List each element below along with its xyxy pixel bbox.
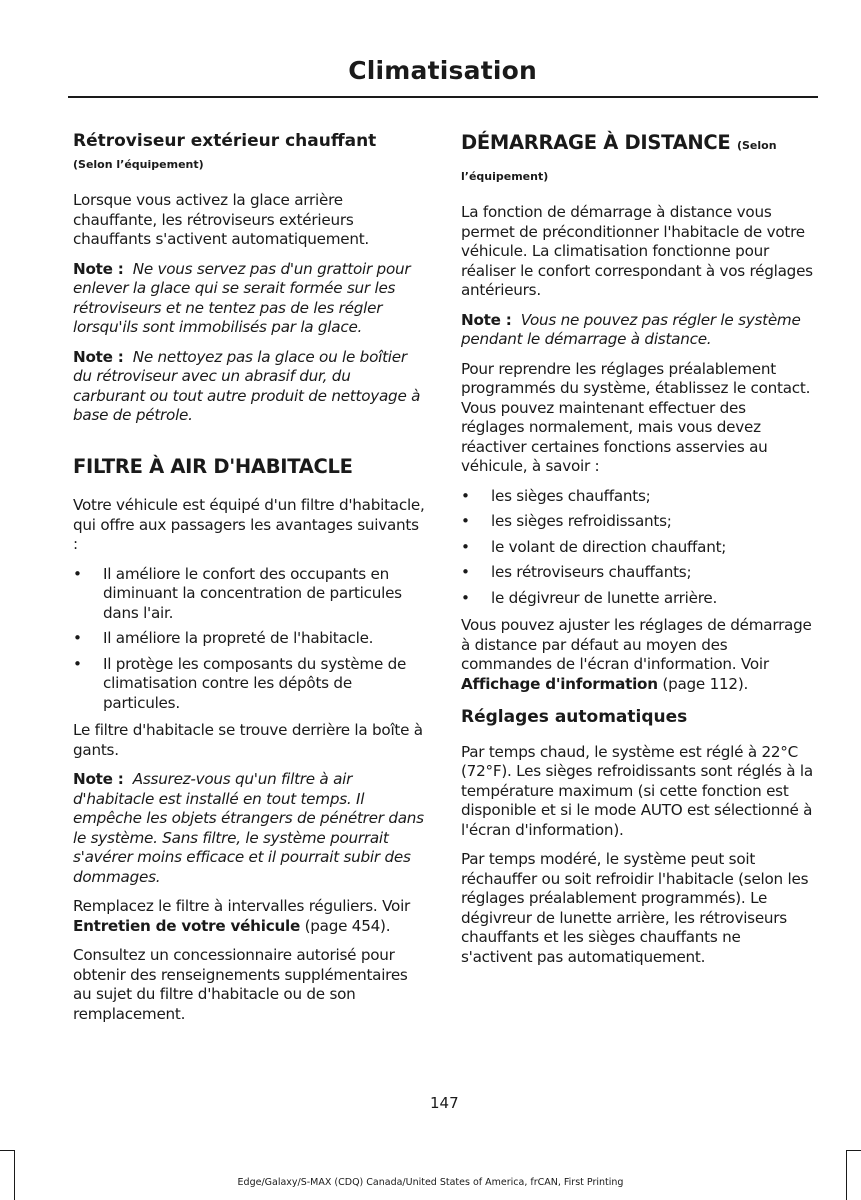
replace-text: Remplacez le filtre à intervalles réguliers. Voir	[73, 897, 411, 916]
list-item-text: le dégivreur de lunette arrière.	[491, 588, 718, 607]
list-item-text: Il améliore le confort des occupants en diminuant la concentration de particules dans l'air.	[103, 564, 402, 622]
note-label: Note :	[461, 310, 512, 329]
bullet-icon: •	[73, 629, 82, 648]
mirror-heading: Rétroviseur extérieur chauffant	[73, 131, 377, 151]
right-column	[461, 130, 813, 977]
crop-mark	[14, 1150, 15, 1200]
note-scraper	[73, 260, 425, 338]
list-item-text: Il améliore la propreté de l'habitacle.	[103, 629, 374, 648]
bullet-icon: •	[461, 563, 470, 582]
list-item	[461, 512, 813, 532]
bullet-icon: •	[461, 537, 470, 556]
auto-hot-paragraph: Par temps chaud, le système est réglé à 22°C (72°F). Les sièges refroidissants sont réglés à la température maximum (si cette fonction est disponible et si le mode AUTO est sélectionné à l'écran d'information).	[461, 742, 813, 839]
page-number: 147	[430, 1094, 459, 1112]
mirror-paragraph: Lorsque vous activez la glace arrière chauffante, les rétroviseurs extérieurs chauffants s'activent automatiquement.	[73, 191, 370, 249]
bullet-icon: •	[461, 512, 470, 531]
note-cleaning	[73, 348, 425, 426]
crop-mark	[846, 1150, 847, 1200]
list-item	[461, 538, 813, 558]
note-label: Note :	[73, 259, 124, 278]
bullet-icon: •	[461, 588, 470, 607]
bullet-icon: •	[73, 654, 82, 673]
list-item-text: les sièges chauffants;	[491, 486, 651, 505]
footer-print-info: Edge/Galaxy/S-MAX (CDQ) Canada/United States of America, frCAN, First Printing	[237, 1177, 624, 1188]
dealer-paragraph: Consultez un concessionnaire autorisé pour obtenir des renseignements supplémentaires au sujet du filtre d'habitacle ou de son remplacement.	[73, 946, 408, 1023]
remote-start-resume: Pour reprendre les réglages préalablement programmés du système, établissez le contact. Vous pouvez maintenant effectuer des réglages normalement, mais vous devez réactiver certaines fonctions asservies au véhicule, à savoir :	[461, 359, 811, 476]
list-item	[461, 563, 813, 583]
bullet-icon: •	[73, 564, 82, 583]
list-item-text: les sièges refroidissants;	[491, 512, 672, 531]
left-column	[73, 130, 425, 1034]
note-text: Ne vous servez pas d'un grattoir pour enlever la glace qui se serait formée sur les rétroviseurs et ne tentez pas de les régler lorsqu'ils sont immobilisés par la glace.	[73, 259, 411, 337]
adjust-text: Vous pouvez ajuster les réglages de démarrage à distance par défaut au moyen des commandes de l'écran d'information. Voir	[461, 616, 812, 674]
remote-start-heading-text: DÉMARRAGE À DISTANCE	[461, 131, 731, 154]
remote-start-equipment-note-2: l’équipement)	[461, 170, 549, 184]
list-item-text: les rétroviseurs chauffants;	[491, 563, 692, 582]
list-item-text: le volant de direction chauffant;	[491, 537, 727, 556]
remote-start-equipment-note: (Selon	[736, 139, 777, 152]
list-item-text: Il protège les composants du système de climatisation contre les dépôts de particules.	[103, 654, 407, 712]
page-reference: (page 454).	[304, 916, 391, 935]
auto-settings-heading: Réglages automatiques	[461, 707, 688, 728]
filter-intro: Votre véhicule est équipé d'un filtre d'habitacle, qui offre aux passagers les avantages suivants :	[73, 496, 425, 554]
list-item	[73, 629, 425, 649]
filter-heading: FILTRE À AIR D'HABITACLE	[73, 454, 353, 478]
list-item	[73, 655, 425, 714]
auto-moderate-paragraph: Par temps modéré, le système peut soit réchauffer ou soit refroidir l'habitacle (selon les réglages préalablement programmés). Le dégivreur de lunette arrière, les rétroviseurs chauffants et les sièges chauffants ne s'activent pas automatiquement.	[461, 850, 809, 966]
page-title: Climatisation	[348, 56, 537, 85]
list-item	[73, 565, 425, 624]
page-reference: (page 112).	[662, 674, 749, 693]
remote-start-intro: La fonction de démarrage à distance vous permet de préconditionner l'habitacle de votre véhicule. La climatisation fonctionne pour réaliser le confort correspondant à vos réglages antérieurs.	[461, 203, 813, 300]
note-filter-installed	[73, 770, 425, 887]
note-label: Note :	[73, 770, 124, 789]
note-label: Note :	[73, 347, 124, 366]
bullet-icon: •	[461, 486, 470, 505]
crop-mark	[847, 1150, 861, 1151]
reactivate-functions-list	[461, 487, 813, 609]
replace-paragraph	[73, 897, 425, 936]
note-text: Assurez-vous qu'un filtre à air d'habitacle est installé en tout temps. Il empêche les objets étrangers de pénétrer dans le système. Sans filtre, le système pourrait s'avérer moins efficace et il pourrait subir des dommages.	[73, 770, 424, 886]
filter-benefits-list	[73, 565, 425, 714]
info-display-link[interactable]: Affichage d'information	[461, 674, 658, 693]
mirror-equipment-note: (Selon l’équipement)	[73, 158, 204, 172]
adjust-paragraph	[461, 616, 813, 694]
list-item	[461, 589, 813, 609]
header-divider	[68, 96, 818, 98]
list-item	[461, 487, 813, 507]
note-text: Vous ne pouvez pas régler le système pendant le démarrage à distance.	[461, 310, 801, 349]
note-remote-start	[461, 311, 813, 350]
note-text: Ne nettoyez pas la glace ou le boîtier du rétroviseur avec un abrasif dur, du carburant ou tout autre produit de nettoyage à base de pétrole.	[73, 347, 421, 425]
remote-start-heading	[461, 132, 813, 154]
filter-location: Le filtre d'habitacle se trouve derrière la boîte à gants.	[73, 721, 423, 759]
maintenance-link[interactable]: Entretien de votre véhicule	[73, 916, 301, 935]
crop-mark	[0, 1150, 14, 1151]
